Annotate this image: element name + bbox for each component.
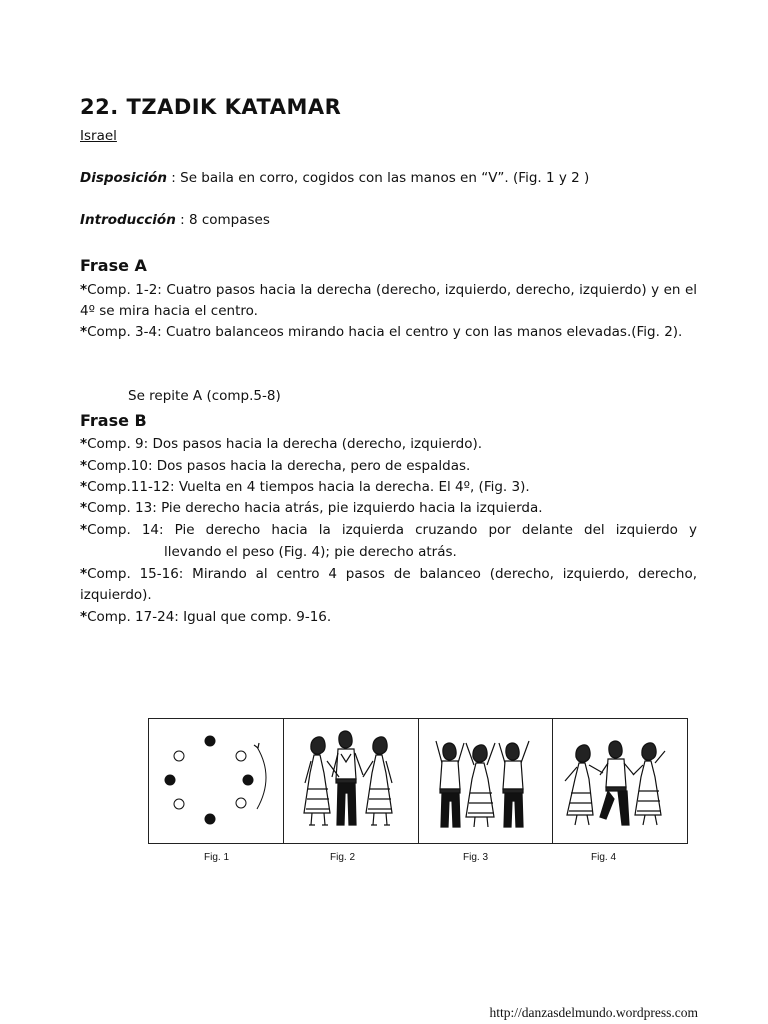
frase-b-item bbox=[80, 564, 697, 606]
figure-3-dancers bbox=[419, 719, 554, 843]
dancers-illustration bbox=[284, 719, 414, 842]
bullet-star: * bbox=[80, 500, 88, 516]
frase-a-item bbox=[80, 280, 697, 322]
figure-caption: Fig. 1 bbox=[204, 852, 230, 863]
frase-b-item bbox=[80, 456, 697, 477]
dancer-dot-filled bbox=[165, 775, 176, 786]
country-label: Israel bbox=[80, 128, 117, 144]
figures-strip bbox=[148, 718, 688, 844]
repeat-note: Se repite A (comp.5-8) bbox=[128, 388, 281, 404]
dancer-dot-filled bbox=[205, 814, 216, 825]
frase-a-item-text: Comp. 1-2: Cuatro pasos hacia la derecha (derecho, izquierdo, derecho, izquierdo) y en el 4º se mira hacia el centro. bbox=[80, 282, 697, 319]
dancer-dot-open bbox=[174, 799, 184, 809]
dancer-dot-open bbox=[236, 751, 246, 761]
frase-b-item-text: Comp.11-12: Vuelta en 4 tiempos hacia la derecha. El 4º, (Fig. 3). bbox=[87, 479, 530, 495]
introduccion-text: 8 compases bbox=[188, 212, 270, 228]
bullet-star: * bbox=[80, 324, 88, 340]
disposicion-line bbox=[80, 170, 589, 186]
frase-b-item-text: Comp. 9: Dos pasos hacia la derecha (derecho, izquierdo). bbox=[87, 436, 483, 452]
figure-caption: Fig. 2 bbox=[330, 852, 356, 863]
frase-a-item bbox=[80, 322, 697, 343]
bullet-star: * bbox=[80, 522, 88, 538]
arrow-head-icon bbox=[254, 743, 259, 748]
frase-b-item-text: Comp. 15-16: Mirando al centro 4 pasos de balanceo (derecho, izquierdo, derecho, izquierdo). bbox=[80, 566, 697, 603]
frase-b-item-continuation bbox=[164, 542, 704, 563]
bullet-star: * bbox=[80, 609, 88, 625]
introduccion-sep: : bbox=[175, 212, 189, 228]
frase-b-item-text: Comp.10: Dos pasos hacia la derecha, pero de espaldas. bbox=[87, 458, 471, 474]
introduccion-line bbox=[80, 212, 270, 228]
frase-b-item bbox=[80, 434, 697, 455]
footer-url: http://danzasdelmundo.wordpress.com bbox=[489, 1005, 698, 1020]
frase-b-item bbox=[80, 520, 697, 541]
circle-formation-diagram bbox=[149, 719, 279, 842]
bullet-star: * bbox=[80, 566, 88, 582]
dancer-dot-open bbox=[236, 798, 246, 808]
direction-arc bbox=[257, 747, 266, 809]
dance-title: 22. TZADIK KATAMAR bbox=[80, 95, 342, 119]
frase-b-item bbox=[80, 477, 697, 498]
introduccion-label: Introducción bbox=[80, 212, 176, 228]
figure-caption: Fig. 4 bbox=[591, 852, 617, 863]
bullet-star: * bbox=[80, 479, 88, 495]
disposicion-label: Disposición bbox=[80, 170, 167, 186]
disposicion-text: Se baila en corro, cogidos con las manos en “V”. (Fig. 1 y 2 ) bbox=[180, 170, 590, 186]
figure-1-formation bbox=[149, 719, 284, 843]
figure-caption: Fig. 3 bbox=[463, 852, 489, 863]
frase-b-item-text: Comp. 13: Pie derecho hacia atrás, pie izquierdo hacia la izquierda. bbox=[87, 500, 543, 516]
dancers-raised-hands-illustration bbox=[419, 719, 549, 842]
bullet-star: * bbox=[80, 458, 88, 474]
figure-2-dancers bbox=[284, 719, 419, 843]
dancer-dot-filled bbox=[205, 736, 216, 747]
dancer-dot-open bbox=[174, 751, 184, 761]
dancers-crossing-step-illustration bbox=[553, 719, 683, 842]
disposicion-sep: : bbox=[167, 170, 181, 186]
figure-4-dancers bbox=[553, 719, 687, 843]
frase-b-item-text: Comp. 14: Pie derecho hacia la izquierda cruzando por delante del izquierdo y bbox=[87, 522, 697, 538]
frase-b-item-text: llevando el peso (Fig. 4); pie derecho atrás. bbox=[164, 544, 457, 560]
frase-a-item-text: Comp. 3-4: Cuatro balanceos mirando hacia el centro y con las manos elevadas.(Fig. 2). bbox=[87, 324, 683, 340]
frase-b-item-text: Comp. 17-24: Igual que comp. 9-16. bbox=[87, 609, 332, 625]
dancer-dot-filled bbox=[243, 775, 254, 786]
frase-a-heading: Frase A bbox=[80, 256, 147, 275]
frase-b-heading: Frase B bbox=[80, 411, 147, 430]
frase-b-item bbox=[80, 498, 697, 519]
bullet-star: * bbox=[80, 436, 88, 452]
frase-b-item bbox=[80, 607, 697, 628]
bullet-star: * bbox=[80, 282, 88, 298]
